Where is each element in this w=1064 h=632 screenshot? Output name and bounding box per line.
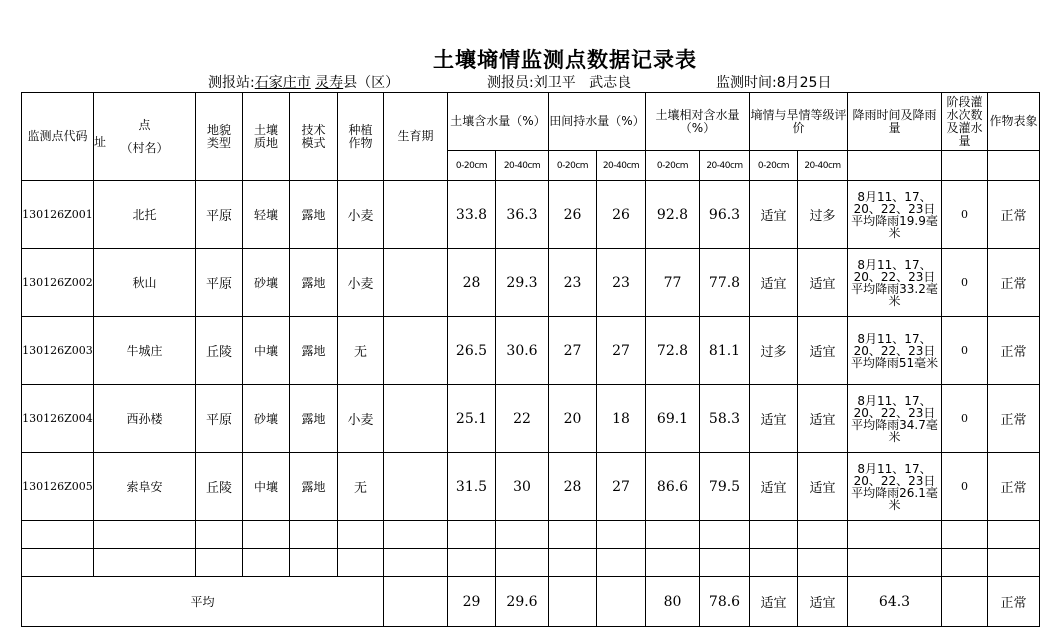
- cell-r2: 58.3: [700, 385, 750, 453]
- header-tech: 技术模式: [290, 93, 338, 181]
- depth-label: 0-20cm: [750, 151, 798, 181]
- cell-w2: 22: [496, 385, 549, 453]
- avg-r2: 78.6: [700, 577, 750, 627]
- header-irrigation: 阶段灌水次数及灌水量: [942, 93, 988, 151]
- avg-r1: 80: [646, 577, 700, 627]
- cell-state: 正常: [988, 453, 1040, 521]
- time-value: 8月25日: [776, 75, 832, 91]
- depth-label: 0-20cm: [448, 151, 496, 181]
- reporter-value: 刘卫平 武志良: [533, 75, 632, 91]
- cell-crop: 小麦: [338, 181, 384, 249]
- header-terrain: 地貌类型: [196, 93, 243, 181]
- cell-f1: 20: [549, 385, 597, 453]
- avg-f2: [597, 577, 646, 627]
- header-crop-state: 作物表象: [988, 93, 1040, 151]
- depth-label: 20-40cm: [700, 151, 750, 181]
- cell-state: 正常: [988, 317, 1040, 385]
- cell-village: 西孙楼: [94, 385, 196, 453]
- cell-f1: 23: [549, 249, 597, 317]
- avg-rain: 64.3: [848, 577, 942, 627]
- cell-g1: 适宜: [750, 453, 798, 521]
- avg-irrig: [942, 577, 988, 627]
- cell-soil: 轻壤: [243, 181, 290, 249]
- table-row: [22, 317, 1040, 385]
- cell-rain: 8月11、17、20、22、23日平均降雨19.9毫米: [848, 181, 942, 249]
- header-stage: 生育期: [384, 93, 448, 181]
- header-addr: 址: [94, 135, 107, 149]
- cell-stage: [384, 385, 448, 453]
- cell-r2: 79.5: [700, 453, 750, 521]
- cell-w1: 28: [448, 249, 496, 317]
- depth-label: 0-20cm: [549, 151, 597, 181]
- cell-w1: 33.8: [448, 181, 496, 249]
- cell-crop: 无: [338, 317, 384, 385]
- cell-rain: 8月11、17、20、22、23日平均降雨33.2毫米: [848, 249, 942, 317]
- cell-state: 正常: [988, 181, 1040, 249]
- cell-f2: 26: [597, 181, 646, 249]
- cell-stage: [384, 317, 448, 385]
- cell-village: 北托: [94, 181, 196, 249]
- cell-tech: 露地: [290, 385, 338, 453]
- cell-r2: 77.8: [700, 249, 750, 317]
- cell-tech: 露地: [290, 249, 338, 317]
- cell-r2: 81.1: [700, 317, 750, 385]
- cell-terrain: 丘陵: [196, 453, 243, 521]
- depth-label: 20-40cm: [798, 151, 848, 181]
- avg-state: 正常: [988, 577, 1040, 627]
- avg-g2: 适宜: [798, 577, 848, 627]
- cell-w2: 36.3: [496, 181, 549, 249]
- cell-w1: 31.5: [448, 453, 496, 521]
- cell-w2: 30.6: [496, 317, 549, 385]
- cell-r1: 69.1: [646, 385, 700, 453]
- cell-g2: 适宜: [798, 317, 848, 385]
- cell-stage: [384, 249, 448, 317]
- header-point-label: 点: [138, 117, 151, 132]
- cell-village: 牛城庄: [94, 317, 196, 385]
- time-line: [716, 72, 831, 92]
- depth-label: 20-40cm: [496, 151, 549, 181]
- cell-f1: 28: [549, 453, 597, 521]
- cell-r2: 96.3: [700, 181, 750, 249]
- cell-crop: 无: [338, 453, 384, 521]
- cell-crop: 小麦: [338, 249, 384, 317]
- depth-label: 0-20cm: [646, 151, 700, 181]
- avg-w1: 29: [448, 577, 496, 627]
- cell-soil: 中壤: [243, 453, 290, 521]
- cell-f2: 18: [597, 385, 646, 453]
- cell-g1: 适宜: [750, 249, 798, 317]
- cell-f2: 27: [597, 317, 646, 385]
- time-label: 监测时间:: [716, 75, 777, 91]
- table-row: [22, 249, 1040, 317]
- cell-g2: 适宜: [798, 453, 848, 521]
- cell-irrig: 0: [942, 453, 988, 521]
- station-city: 石家庄市: [254, 75, 311, 91]
- cell-tech: 露地: [290, 317, 338, 385]
- table-row: [22, 453, 1040, 521]
- cell-terrain: 平原: [196, 181, 243, 249]
- page-title: 土壤墒情监测点数据记录表: [433, 47, 697, 72]
- avg-stage: [384, 577, 448, 627]
- cell-stage: [384, 453, 448, 521]
- cell-w1: 26.5: [448, 317, 496, 385]
- header-grade: 墒情与旱情等级评价: [750, 93, 848, 151]
- station-suffix: 县（区）: [343, 75, 400, 91]
- cell-g1: 适宜: [750, 181, 798, 249]
- cell-state: 正常: [988, 385, 1040, 453]
- cell-code: 130126Z003: [22, 317, 94, 385]
- cell-w2: 30: [496, 453, 549, 521]
- cell-r1: 92.8: [646, 181, 700, 249]
- header-water: 土壤含水量（%）: [448, 93, 549, 151]
- cell-village: 索阜安: [94, 453, 196, 521]
- cell-irrig: 0: [942, 317, 988, 385]
- cell-g1: 过多: [750, 317, 798, 385]
- cell-rain: 8月11、17、20、22、23日平均降雨26.1毫米: [848, 453, 942, 521]
- header-village: （村名）: [120, 140, 169, 155]
- average-label: 平均: [22, 577, 384, 627]
- empty-row: [22, 549, 1040, 577]
- cell-soil: 砂壤: [243, 385, 290, 453]
- cell-tech: 露地: [290, 453, 338, 521]
- average-row: [22, 577, 1040, 627]
- reporter-line: [487, 72, 631, 92]
- station-county: 灵寿: [315, 75, 344, 91]
- table-row: [22, 181, 1040, 249]
- cell-irrig: 0: [942, 385, 988, 453]
- cell-stage: [384, 181, 448, 249]
- cell-terrain: 平原: [196, 385, 243, 453]
- cell-r1: 86.6: [646, 453, 700, 521]
- cell-r1: 72.8: [646, 317, 700, 385]
- cell-tech: 露地: [290, 181, 338, 249]
- station-label: 测报站:: [208, 75, 255, 91]
- avg-f1: [549, 577, 597, 627]
- cell-g2: 适宜: [798, 385, 848, 453]
- cell-soil: 中壤: [243, 317, 290, 385]
- cell-terrain: 丘陵: [196, 317, 243, 385]
- cell-irrig: 0: [942, 249, 988, 317]
- depth-label: 20-40cm: [597, 151, 646, 181]
- cell-code: 130126Z005: [22, 453, 94, 521]
- header-relative-water: 土壤相对含水量（%）: [646, 93, 750, 151]
- cell-rain: 8月11、17、20、22、23日平均降雨51毫米: [848, 317, 942, 385]
- table-row: [22, 385, 1040, 453]
- cell-village: 秋山: [94, 249, 196, 317]
- header-soil: 土壤质地: [243, 93, 290, 181]
- cell-soil: 砂壤: [243, 249, 290, 317]
- header-point: [94, 93, 196, 181]
- cell-code: 130126Z002: [22, 249, 94, 317]
- cell-crop: 小麦: [338, 385, 384, 453]
- cell-code: 130126Z004: [22, 385, 94, 453]
- empty-row: [22, 521, 1040, 549]
- cell-f1: 27: [549, 317, 597, 385]
- cell-code: 130126Z001: [22, 181, 94, 249]
- cell-r1: 77: [646, 249, 700, 317]
- cell-irrig: 0: [942, 181, 988, 249]
- header-code: 监测点代码: [22, 93, 94, 181]
- cell-g1: 适宜: [750, 385, 798, 453]
- cell-w2: 29.3: [496, 249, 549, 317]
- cell-g2: 适宜: [798, 249, 848, 317]
- cell-state: 正常: [988, 249, 1040, 317]
- header-field-capacity: 田间持水量（%）: [549, 93, 646, 151]
- cell-f1: 26: [549, 181, 597, 249]
- cell-f2: 23: [597, 249, 646, 317]
- cell-w1: 25.1: [448, 385, 496, 453]
- cell-rain: 8月11、17、20、22、23日平均降雨34.7毫米: [848, 385, 942, 453]
- avg-g1: 适宜: [750, 577, 798, 627]
- reporter-label: 测报员:: [487, 75, 534, 91]
- cell-terrain: 平原: [196, 249, 243, 317]
- cell-g2: 过多: [798, 181, 848, 249]
- data-table: [21, 92, 1040, 627]
- header-crop: 种植作物: [338, 93, 384, 181]
- station-line: [208, 72, 399, 92]
- avg-w2: 29.6: [496, 577, 549, 627]
- header-rain: 降雨时间及降雨量: [848, 93, 942, 151]
- cell-f2: 27: [597, 453, 646, 521]
